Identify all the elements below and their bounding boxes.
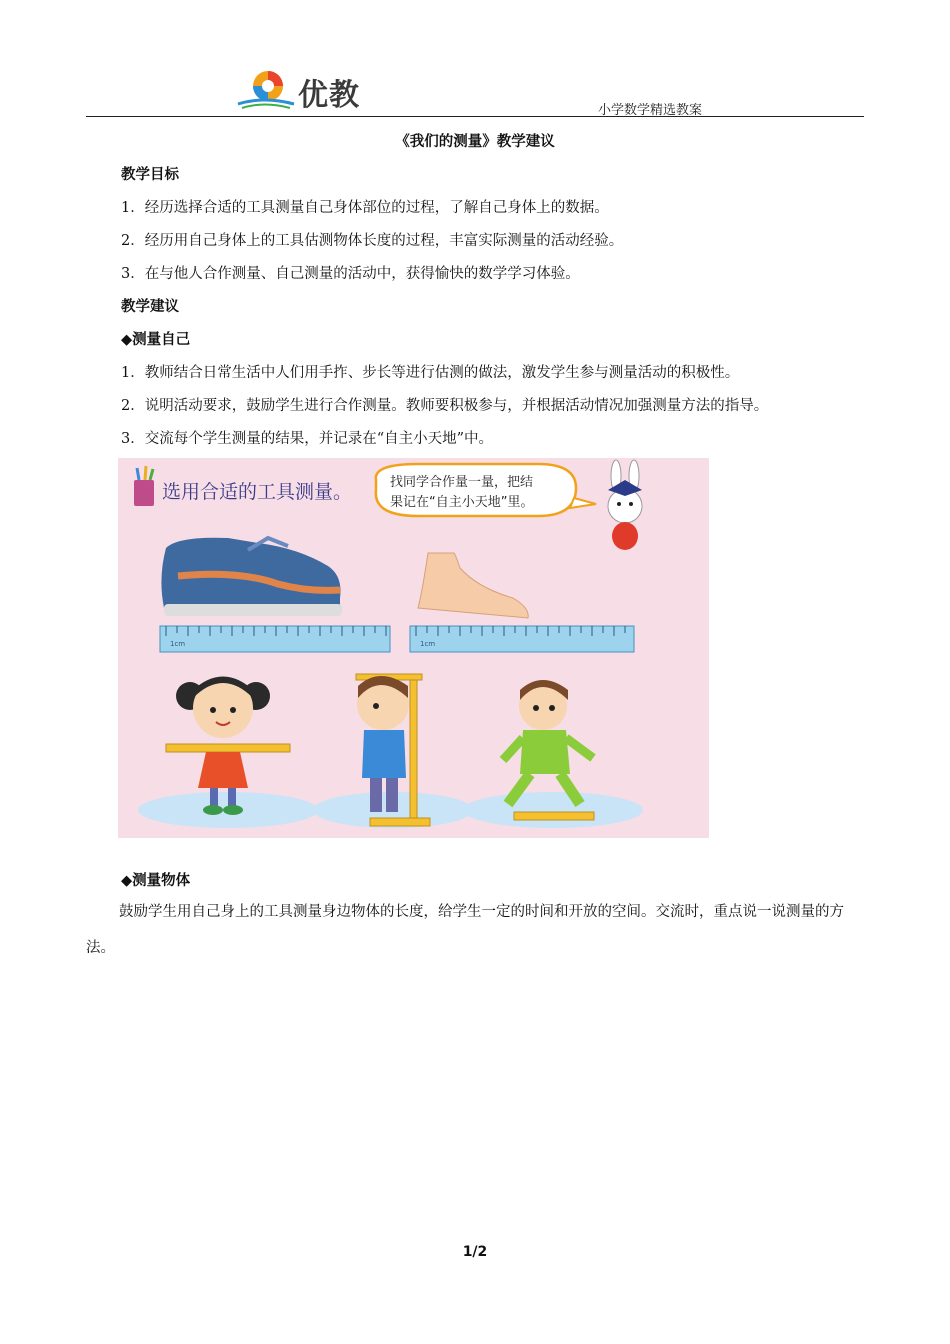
measure-objects-heading: ◆测量物体 <box>121 873 191 889</box>
logo-text: 优教 <box>298 78 360 113</box>
header-divider <box>86 116 864 117</box>
goals-heading: 教学目标 <box>121 167 179 183</box>
goal-item: 3．在与他人合作测量、自己测量的活动中，获得愉快的数学学习体验。 <box>121 266 580 282</box>
page-number: 1/2 <box>462 1244 488 1260</box>
bubble-line-2: 果记在“自主小天地”里。 <box>390 495 534 510</box>
goal-item: 2．经历用自己身体上的工具估测物体长度的过程，丰富实际测量的活动经验。 <box>121 233 624 249</box>
header-doc-type: 小学数学精选教案 <box>598 103 703 118</box>
measure-self-item: 2．说明活动要求，鼓励学生进行合作测量。教师要积极参与，并根据活动情况加强测量方法的指导。 <box>121 398 769 414</box>
illustration-caption: 选用合适的工具测量。 <box>162 481 353 503</box>
measurement-illustration <box>118 458 709 838</box>
ruler-unit-label: 1cm <box>420 640 436 648</box>
page-title: 《我们的测量》教学建议 <box>395 133 555 150</box>
goal-item: 1．经历选择合适的工具测量自己身体部位的过程，了解自己身体上的数据。 <box>121 200 609 216</box>
bubble-line-1: 找同学合作量一量，把结 <box>390 475 534 490</box>
measure-objects-paragraph: 鼓励学生用自己身上的工具测量身边物体的长度，给学生一定的时间和开放的空间。交流时，重点说一说测量的方法。 <box>86 904 844 956</box>
ruler-right-icon <box>410 626 634 652</box>
measure-self-item: 1．教师结合日常生活中人们用手拃、步长等进行估测的做法，激发学生参与测量活动的积极性。 <box>121 365 740 381</box>
advice-heading: 教学建议 <box>121 299 179 315</box>
ruler-unit-label: 1cm <box>170 640 186 648</box>
ruler-left-icon <box>160 626 390 652</box>
measure-self-item: 3．交流每个学生测量的结果，并记录在“自主小天地”中。 <box>121 431 494 447</box>
measure-self-heading: ◆测量自己 <box>121 332 191 348</box>
